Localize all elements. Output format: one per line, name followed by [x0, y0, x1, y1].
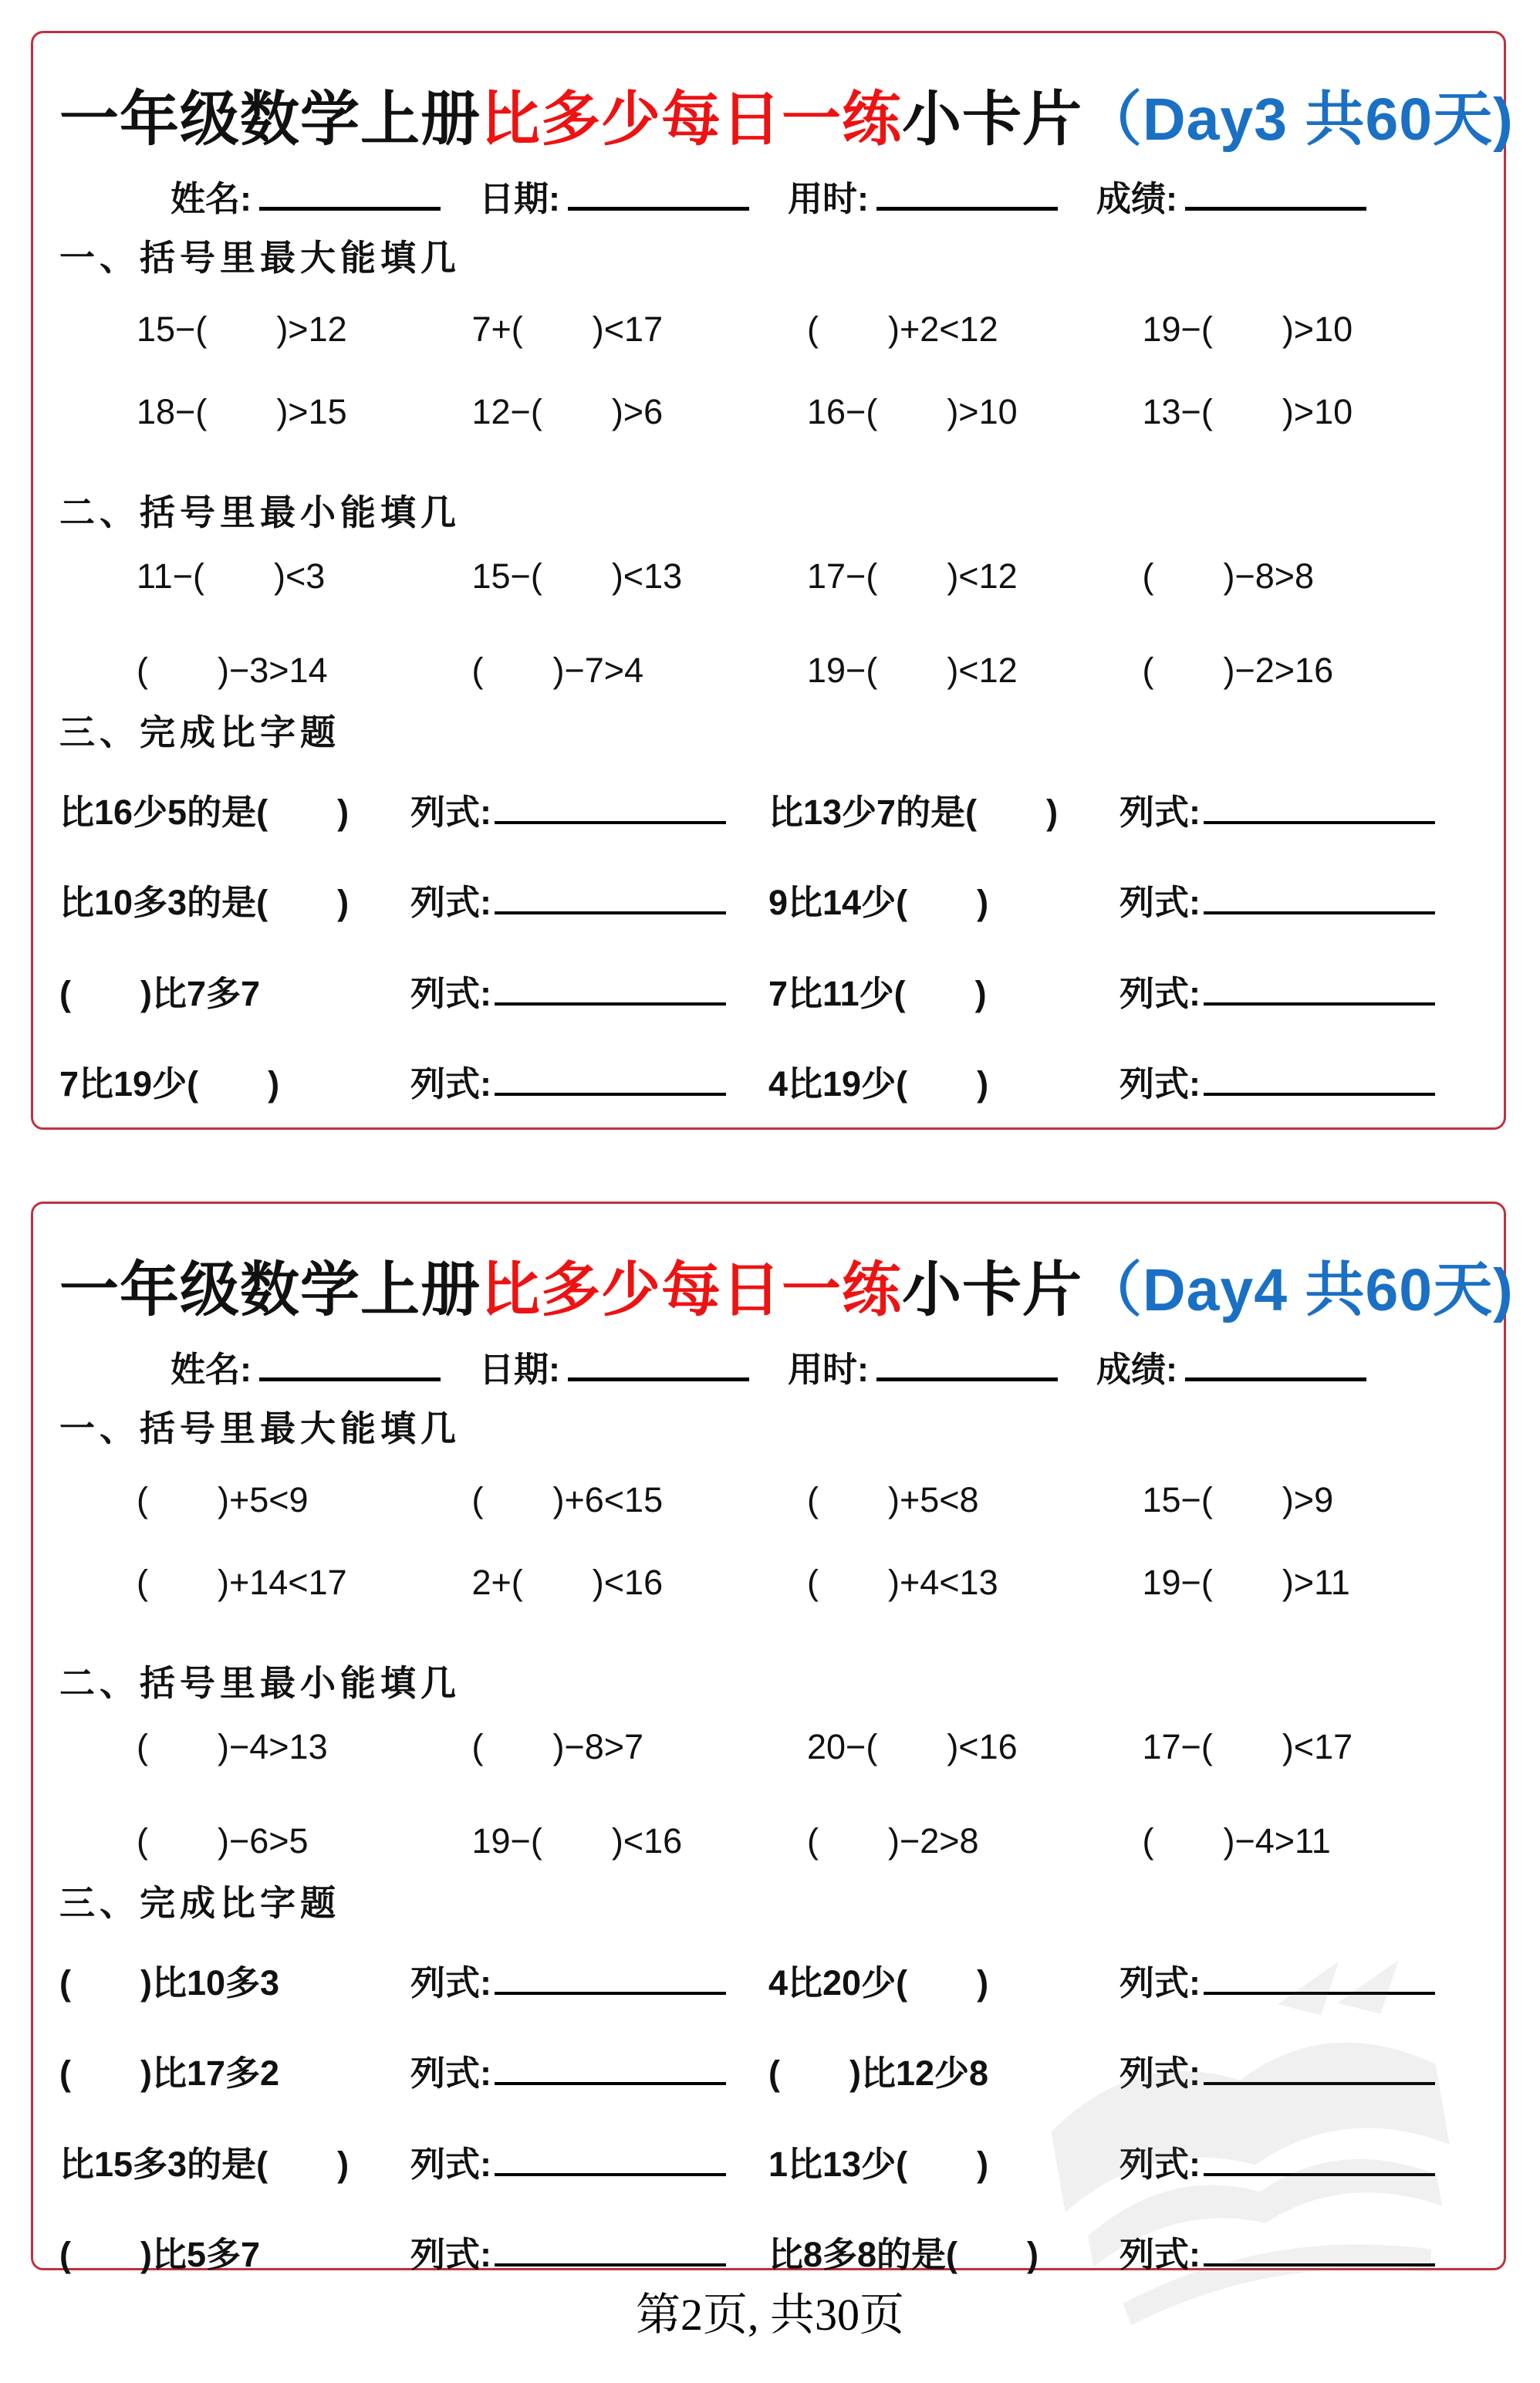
title-day-part: （Day3 共60天)	[1082, 86, 1514, 153]
problem-item[interactable]: 17−( )<12	[807, 556, 1018, 596]
equation-answer-blank[interactable]	[495, 2051, 726, 2085]
section-heading-max: 一、括号里最大能填几	[59, 1408, 461, 1449]
problem-item[interactable]: 15−( )>9	[1142, 1480, 1334, 1520]
problem-item[interactable]: ( )−2>8	[807, 1820, 979, 1861]
info-field-score	[1096, 171, 1366, 221]
word-problem-item	[768, 2051, 1478, 2095]
info-label-name: 姓名:	[171, 179, 252, 219]
equation-answer-blank[interactable]	[1204, 2142, 1435, 2176]
equation-answer-blank[interactable]	[1204, 2233, 1435, 2266]
problem-item[interactable]: 12−( )>6	[471, 391, 664, 431]
problem-item[interactable]: 19−( )>10	[1142, 309, 1353, 350]
problem-item[interactable]: 15−( )<13	[471, 556, 683, 596]
lieshi-label: 列式:	[1120, 1063, 1201, 1104]
word-problem-text[interactable]: 比16少5的是( )	[59, 793, 350, 833]
lieshi-label: 列式:	[1120, 1963, 1201, 2003]
word-problem-text[interactable]: ( )比7多7	[59, 973, 261, 1013]
info-label-time: 用时:	[788, 1350, 869, 1390]
problem-item[interactable]: ( )+14<17	[137, 1562, 347, 1602]
lieshi-label: 列式:	[410, 1963, 491, 2003]
problem-item[interactable]: 15−( )>12	[137, 309, 347, 350]
problem-item[interactable]: 7+( )<17	[471, 309, 664, 350]
word-problem-text[interactable]: 4比20少( )	[768, 1963, 989, 2003]
problem-item[interactable]: 19−( )<16	[471, 1820, 683, 1861]
problem-item[interactable]: ( )+5<8	[807, 1480, 979, 1520]
lieshi-label: 列式:	[410, 2234, 491, 2274]
word-problem-text[interactable]: 1比13少( )	[768, 2144, 989, 2184]
info-field-name	[171, 171, 441, 221]
problem-item[interactable]: ( )−6>5	[137, 1820, 309, 1861]
info-field-date	[479, 171, 749, 221]
problem-item[interactable]: ( )−4>11	[1142, 1820, 1331, 1861]
info-label-name: 姓名:	[171, 1350, 252, 1390]
lieshi-label: 列式:	[1120, 2144, 1201, 2184]
info-field-score	[1096, 1341, 1366, 1391]
lieshi-label: 列式:	[1120, 2234, 1201, 2274]
problem-item[interactable]: 2+( )<16	[471, 1562, 664, 1602]
lieshi-label: 列式:	[1120, 2053, 1201, 2094]
problem-item[interactable]: 17−( )<17	[1142, 1726, 1353, 1766]
page-number-footer: 第2页, 共30页	[635, 2290, 904, 2340]
name-blank[interactable]	[259, 175, 441, 211]
time-blank[interactable]	[876, 1346, 1058, 1381]
word-problem-item	[768, 790, 1478, 834]
problem-item[interactable]: 19−( )>11	[1142, 1562, 1350, 1602]
word-problem-item	[768, 881, 1478, 924]
title-card-part: 小卡片	[902, 86, 1082, 153]
word-problem-text[interactable]: ( )比10多3	[59, 1963, 280, 2003]
lieshi-label: 列式:	[410, 2144, 491, 2184]
word-problem-item	[768, 1961, 1478, 2005]
problem-grid-max	[59, 308, 1478, 434]
equation-answer-blank[interactable]	[495, 881, 726, 914]
equation-answer-blank[interactable]	[1204, 2051, 1435, 2085]
title-grade-part: 一年级数学上册	[59, 86, 481, 153]
lieshi-label: 列式:	[410, 793, 491, 833]
word-problem-text[interactable]: 比8多8的是( )	[768, 2234, 1039, 2274]
equation-answer-blank[interactable]	[1204, 972, 1435, 1006]
info-row	[59, 171, 1478, 221]
word-problem-text[interactable]: ( )比12少8	[768, 2053, 989, 2094]
worksheet-card-day4	[31, 1202, 1514, 2274]
title-card-part: 小卡片	[902, 1257, 1082, 1323]
word-problem-item	[768, 2142, 1478, 2186]
word-problem-item	[768, 2233, 1478, 2277]
date-blank[interactable]	[568, 1346, 749, 1381]
word-problem-item	[59, 972, 768, 1016]
lieshi-label: 列式:	[410, 1063, 491, 1104]
problem-item[interactable]: ( )+4<13	[807, 1562, 998, 1602]
problem-item[interactable]: 19−( )<12	[807, 650, 1018, 690]
title-grade-part: 一年级数学上册	[59, 1257, 481, 1323]
card-title	[59, 84, 1514, 155]
lieshi-label: 列式:	[410, 883, 491, 923]
word-problem-text[interactable]: 7比19少( )	[59, 1063, 280, 1104]
lieshi-label: 列式:	[410, 2053, 491, 2094]
info-field-time	[788, 1341, 1058, 1391]
word-problem-text[interactable]: 7比11少( )	[768, 973, 987, 1013]
word-problem-text[interactable]: ( )比17多2	[59, 2053, 280, 2094]
info-label-date: 日期:	[479, 179, 560, 219]
problem-item[interactable]: ( )+6<15	[471, 1480, 664, 1520]
info-label-date: 日期:	[479, 1350, 560, 1390]
equation-answer-blank[interactable]	[1204, 790, 1435, 824]
problem-item[interactable]: ( )+2<12	[807, 309, 998, 350]
title-day-part: （Day4 共60天)	[1082, 1257, 1514, 1323]
word-problem-item	[59, 790, 768, 834]
equation-answer-blank[interactable]	[495, 1961, 726, 1995]
word-problem-text[interactable]: 比10多3的是( )	[59, 883, 350, 923]
lieshi-label: 列式:	[1120, 793, 1201, 833]
problem-item[interactable]: ( )−2>16	[1142, 650, 1334, 690]
problem-item[interactable]: 16−( )>10	[807, 391, 1018, 431]
problem-grid-min	[59, 555, 1478, 693]
card-title	[59, 1255, 1514, 1326]
score-blank[interactable]	[1185, 1346, 1366, 1381]
info-label-time: 用时:	[788, 179, 869, 219]
word-problem-item	[59, 1961, 768, 2005]
equation-answer-blank[interactable]	[495, 2142, 726, 2176]
equation-answer-blank[interactable]	[495, 1062, 726, 1096]
info-field-time	[788, 171, 1058, 221]
equation-answer-blank[interactable]	[1204, 1961, 1435, 1995]
equation-answer-blank[interactable]	[495, 2233, 726, 2266]
lieshi-label: 列式:	[1120, 883, 1201, 923]
equation-answer-blank[interactable]	[495, 790, 726, 824]
info-field-name	[171, 1341, 441, 1391]
problem-item[interactable]: 11−( )<3	[137, 556, 326, 596]
time-blank[interactable]	[876, 175, 1058, 211]
lieshi-label: 列式:	[410, 973, 491, 1013]
word-problem-item	[768, 1062, 1478, 1106]
problem-item[interactable]: ( )−4>13	[137, 1726, 328, 1766]
title-topic-part: 比多少每日一练	[481, 1257, 902, 1323]
section-heading-compare: 三、完成比字题	[59, 1883, 340, 1924]
lieshi-label: 列式:	[1120, 973, 1201, 1013]
word-problem-item	[59, 881, 768, 924]
problem-grid-max	[59, 1479, 1478, 1604]
word-problem-text[interactable]: ( )比5多7	[59, 2234, 261, 2274]
equation-answer-blank[interactable]	[1204, 881, 1435, 914]
section-heading-min: 二、括号里最小能填几	[59, 492, 461, 532]
problem-item[interactable]: ( )−7>4	[471, 650, 644, 690]
problem-item[interactable]: ( )−8>8	[1142, 556, 1315, 596]
word-problem-text[interactable]: 比13少7的是( )	[768, 793, 1059, 833]
equation-answer-blank[interactable]	[1204, 1062, 1435, 1096]
info-label-score: 成绩:	[1096, 1350, 1177, 1390]
name-blank[interactable]	[259, 1346, 441, 1381]
word-problem-text[interactable]: 4比19少( )	[768, 1063, 989, 1104]
info-label-score: 成绩:	[1096, 179, 1177, 219]
problem-item[interactable]: ( )−3>14	[137, 650, 328, 690]
info-field-date	[479, 1341, 749, 1391]
section-heading-min: 二、括号里最小能填几	[59, 1662, 461, 1703]
problem-item[interactable]: 13−( )>10	[1142, 391, 1353, 431]
section-heading-max: 一、括号里最大能填几	[59, 238, 461, 279]
problem-item[interactable]: 20−( )<16	[807, 1726, 1018, 1766]
title-topic-part: 比多少每日一练	[481, 86, 902, 153]
word-problem-item	[59, 1062, 768, 1106]
score-blank[interactable]	[1185, 175, 1366, 211]
word-problem-text[interactable]: 比15多3的是( )	[59, 2144, 350, 2184]
word-problem-grid	[59, 790, 1478, 1106]
word-problem-item	[59, 2051, 768, 2095]
word-problem-item	[59, 2233, 768, 2277]
worksheet-card-day3	[31, 31, 1514, 1130]
problem-grid-min	[59, 1726, 1478, 1864]
info-row	[59, 1341, 1478, 1391]
word-problem-item	[59, 2142, 768, 2186]
date-blank[interactable]	[568, 175, 749, 211]
section-heading-compare: 三、完成比字题	[59, 712, 340, 753]
word-problem-text[interactable]: 9比14少( )	[768, 883, 989, 923]
problem-item[interactable]: ( )−8>7	[471, 1726, 644, 1766]
word-problem-item	[768, 972, 1478, 1016]
word-problem-grid	[59, 1961, 1478, 2277]
problem-item[interactable]: ( )+5<9	[137, 1480, 309, 1520]
problem-item[interactable]: 18−( )>15	[137, 391, 347, 431]
equation-answer-blank[interactable]	[495, 972, 726, 1006]
